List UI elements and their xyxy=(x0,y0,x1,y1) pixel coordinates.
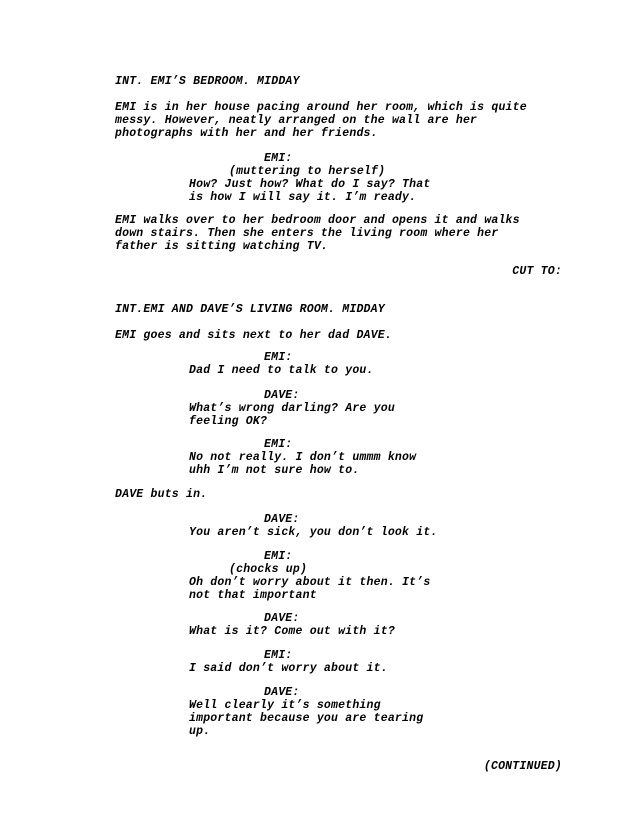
action-line: father is sitting watching TV. xyxy=(115,240,329,253)
action-line: messy. However, neatly arranged on the wall are her xyxy=(115,114,478,127)
dialogue-line: is how I will say it. I’m ready. xyxy=(189,191,417,204)
continued-marker: (CONTINUED) xyxy=(483,760,562,773)
action-line: DAVE buts in. xyxy=(115,488,208,501)
dialogue-line: not that important xyxy=(189,589,317,602)
character-name: EMI: xyxy=(264,649,293,662)
action-line: EMI is in her house pacing around her room, which is quite xyxy=(115,101,527,114)
dialogue-line: What is it? Come out with it? xyxy=(189,625,395,638)
transition: CUT TO: xyxy=(512,265,562,278)
character-name: DAVE: xyxy=(264,513,300,526)
parenthetical: (chocks up) xyxy=(229,563,308,576)
character-name: EMI: xyxy=(264,152,293,165)
dialogue-line: up. xyxy=(189,725,211,738)
dialogue-line: Dad I need to talk to you. xyxy=(189,364,374,377)
action-line: EMI goes and sits next to her dad DAVE. xyxy=(115,329,392,342)
character-name: EMI: xyxy=(264,351,293,364)
dialogue-line: important because you are tearing xyxy=(189,712,424,725)
dialogue-line: I said don’t worry about it. xyxy=(189,662,388,675)
dialogue-line: Oh don’t worry about it then. It’s xyxy=(189,576,431,589)
parenthetical: (muttering to herself) xyxy=(229,165,386,178)
dialogue-line: How? Just how? What do I say? That xyxy=(189,178,431,191)
scene-heading: INT.EMI AND DAVE’S LIVING ROOM. MIDDAY xyxy=(115,303,385,316)
dialogue-line: No not really. I don’t ummm know xyxy=(189,451,417,464)
action-line: down stairs. Then she enters the living room where her xyxy=(115,227,499,240)
dialogue-line: You aren’t sick, you don’t look it. xyxy=(189,526,438,539)
character-name: DAVE: xyxy=(264,389,300,402)
dialogue-line: Well clearly it’s something xyxy=(189,699,381,712)
dialogue-line: What’s wrong darling? Are you xyxy=(189,402,395,415)
dialogue-line: uhh I’m not sure how to. xyxy=(189,464,360,477)
action-line: photographs with her and her friends. xyxy=(115,127,378,140)
character-name: DAVE: xyxy=(264,686,300,699)
scene-heading: INT. EMI’S BEDROOM. MIDDAY xyxy=(115,75,300,88)
dialogue-line: feeling OK? xyxy=(189,415,268,428)
character-name: EMI: xyxy=(264,438,293,451)
action-line: EMI walks over to her bedroom door and opens it and walks xyxy=(115,214,520,227)
character-name: DAVE: xyxy=(264,612,300,625)
character-name: EMI: xyxy=(264,550,293,563)
